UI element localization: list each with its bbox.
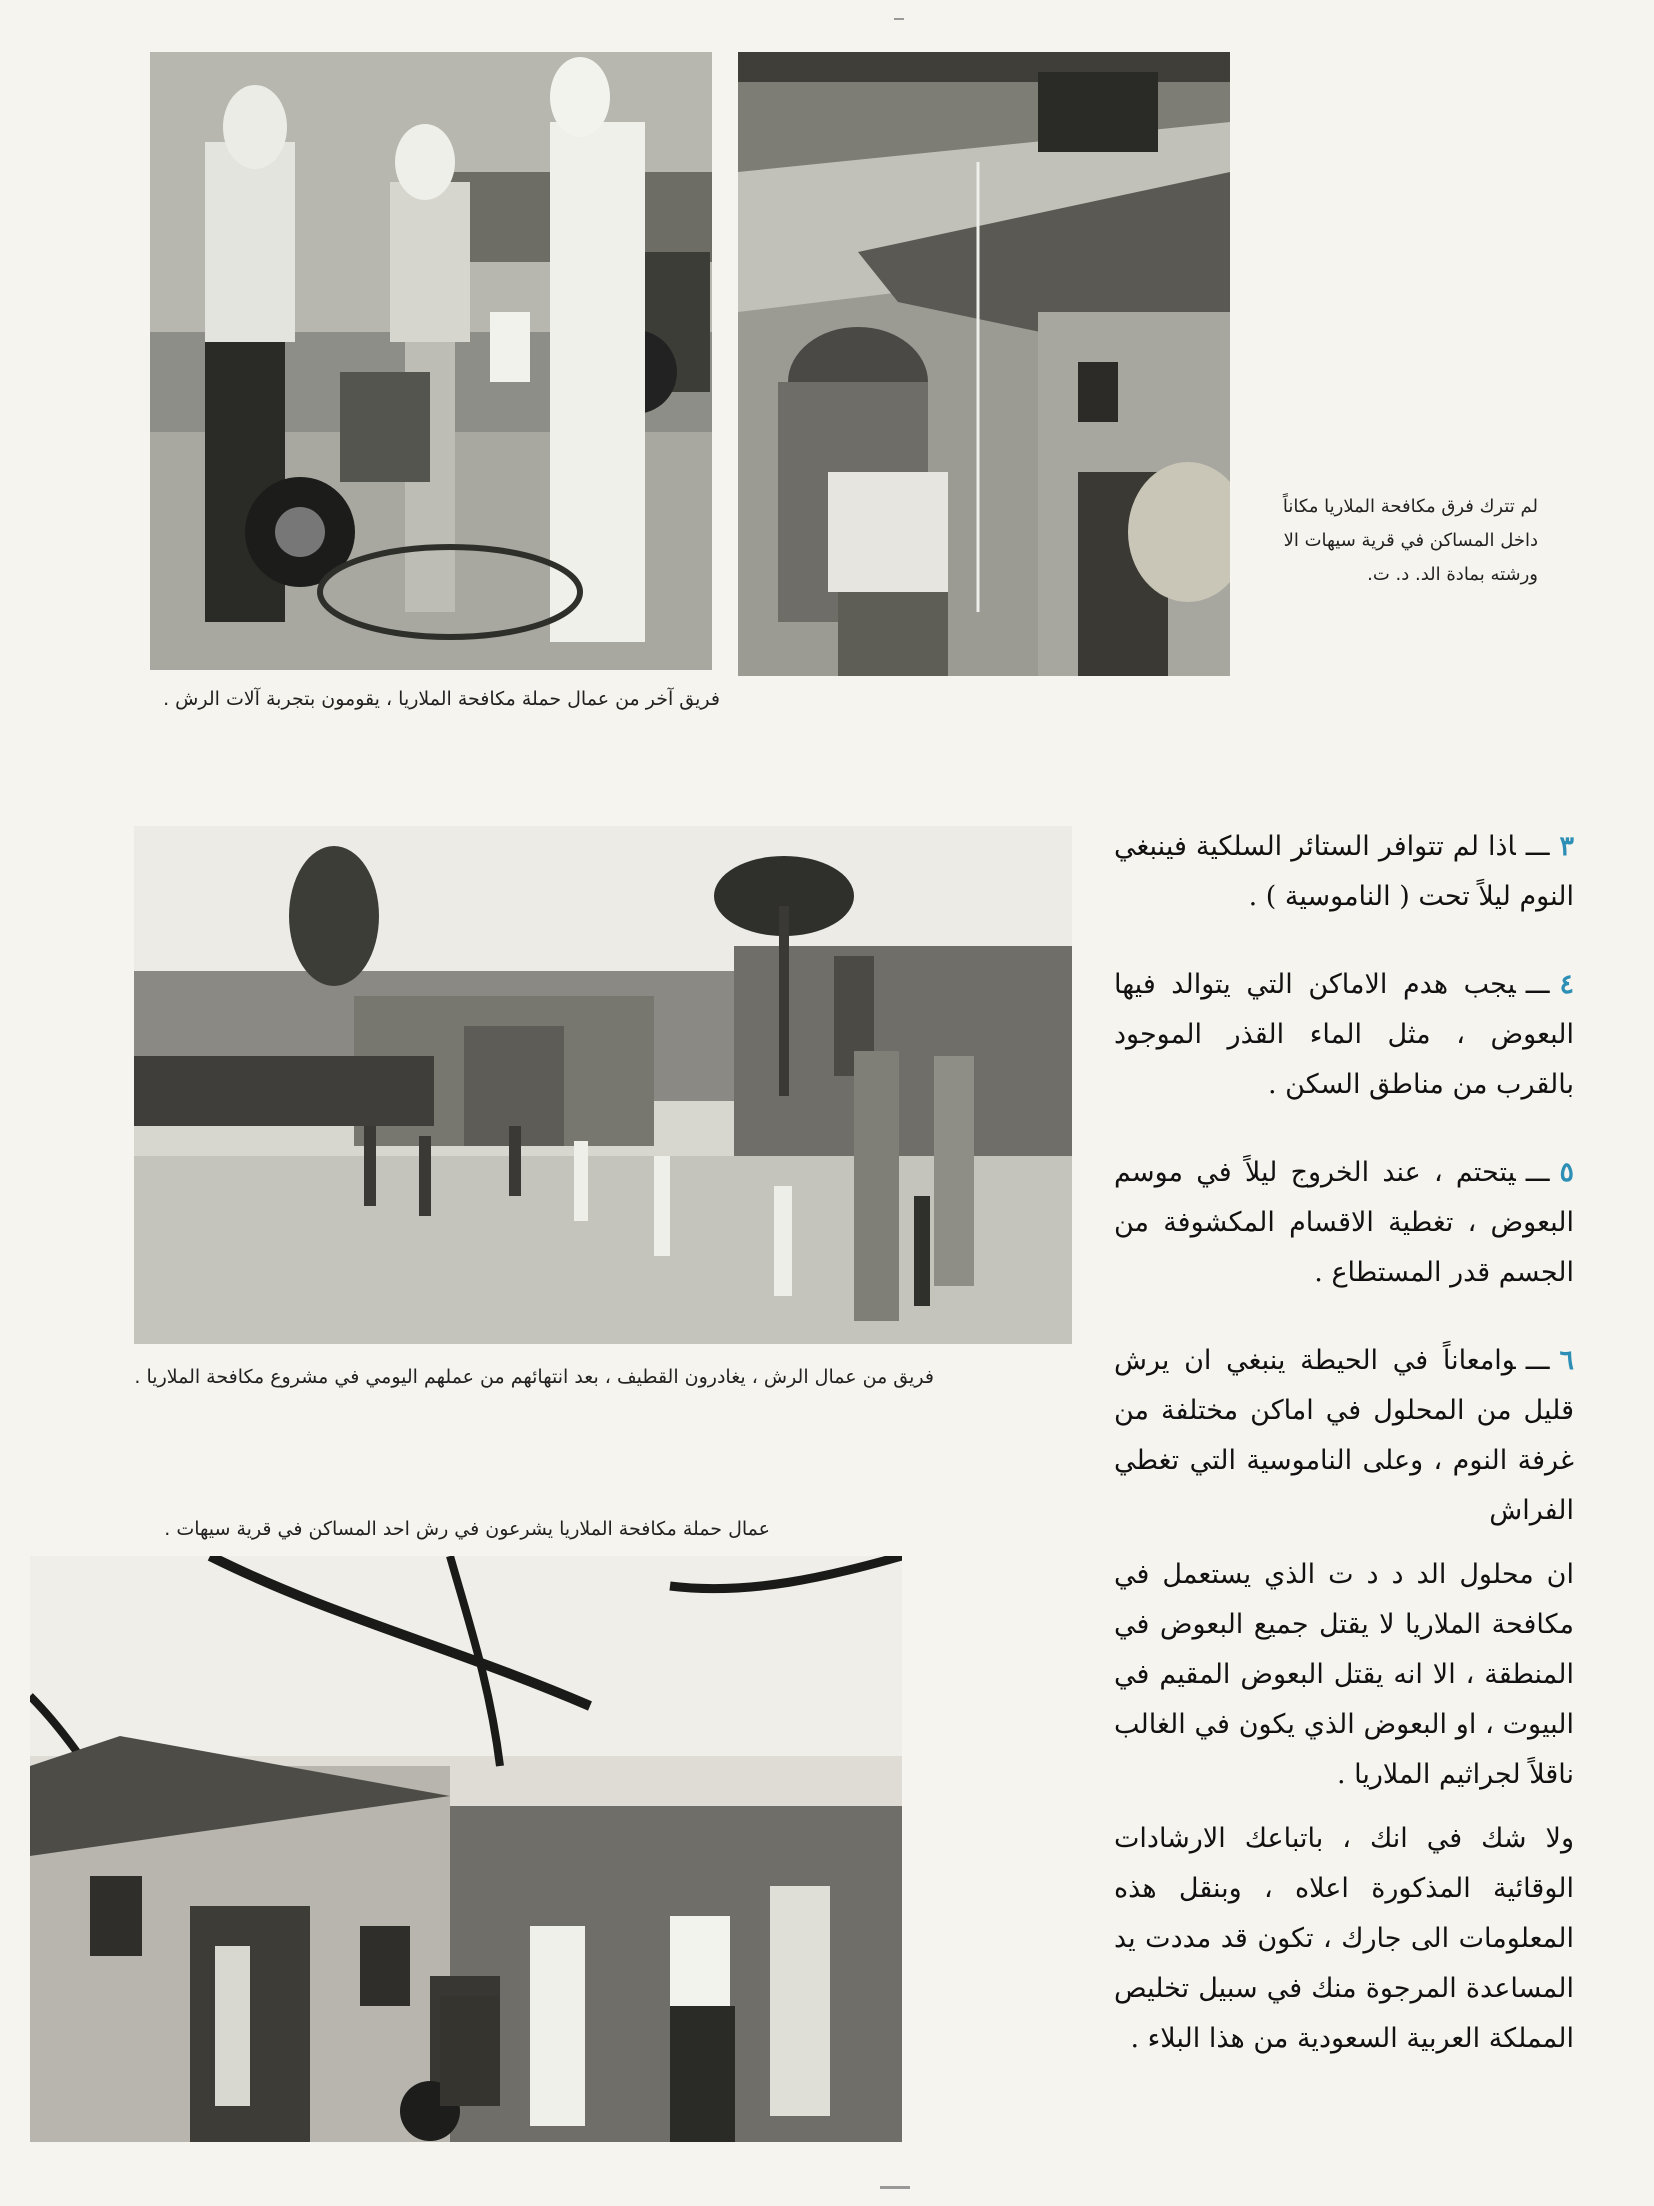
- photo-4-image: [30, 1556, 902, 2142]
- instruction-item-5: [1114, 1148, 1574, 1298]
- caption-photo-2: لم تترك فرق مكافحة الملاريا مكاناً داخل المساكن في قرية سيهات الا ورشته بمادة الد. د. ت.: [1282, 496, 1538, 585]
- instruction-item-3: [1114, 822, 1574, 922]
- item-number: ٤: [1559, 969, 1574, 1000]
- item-number: ٣: [1559, 831, 1574, 862]
- instruction-item-4: [1114, 960, 1574, 1110]
- instructions-column: [1114, 822, 1574, 2102]
- item-text: يتحتم ، عند الخروج ليلاً في موسم البعوض ، تغطية الاقسام المكشوفة من الجسم قدر المستطاع .: [1114, 1157, 1574, 1288]
- photo-spraying-dwelling-saihat: [30, 1556, 902, 2142]
- item-dash: ـــ: [1525, 1345, 1550, 1376]
- caption-photo-1: فريق آخر من عمال حملة مكافحة الملاريا ، يقومون بتجربة آلات الرش .: [163, 688, 720, 710]
- top-tick-mark: [894, 18, 904, 20]
- item-text: وامعاناً في الحيطة ينبغي ان يرش قليل من المحلول في اماكن مختلفة من غرفة النوم ، وعلى الناموسية التي تغطي الفراش: [1114, 1345, 1574, 1526]
- photo-1-image: [150, 52, 712, 670]
- item-number: ٥: [1559, 1157, 1574, 1188]
- item-text: اذا لم تتوافر الستائر السلكية فينبغي النوم ليلاً تحت ( الناموسية ) .: [1114, 831, 1574, 912]
- photo-workers-testing-sprayers: [150, 52, 712, 670]
- photo-spraying-inside-dwellings: [738, 52, 1230, 676]
- item-number: ٦: [1559, 1345, 1574, 1376]
- item-text: يجب هدم الاماكن التي يتوالد فيها البعوض ، مثل الماء القذر الموجود بالقرب من مناطق السكن .: [1114, 969, 1574, 1100]
- photo-3-image: [134, 826, 1072, 1344]
- ddt-paragraph: ان محلول الد د د ت الذي يستعمل في مكافحة الملاريا لا يقتل جميع البعوض في المنطقة ، الا انه يقتل البعوض المقيم في البيوت ، او البعوض الذي يكون في الغالب ناقلاً لجراثيم الملاريا .: [1114, 1559, 1574, 1790]
- instruction-item-6: [1114, 1336, 1574, 1536]
- caption-photo-3: فريق من عمال الرش ، يغادرون القطيف ، بعد انتهائهم من عملهم اليومي في مشروع مكافحة الملاريا .: [134, 1366, 934, 1388]
- item-dash: ـــ: [1525, 1157, 1550, 1188]
- item-dash: ـــ: [1525, 831, 1550, 862]
- item-dash: ـــ: [1525, 969, 1550, 1000]
- bottom-tick-mark: [880, 2186, 910, 2189]
- closing-paragraph: ولا شك في انك ، باتباعك الارشادات الوقائية المذكورة اعلاه ، وبنقل هذه المعلومات الى جارك ، تكون قد مددت يد المساعدة المرجوة منك في سبيل تخليص المملكة العربية السعودية من هذا البلاء .: [1114, 1823, 1574, 2054]
- photo-workers-leaving-qatif: [134, 826, 1072, 1344]
- caption-photo-4: عمال حملة مكافحة الملاريا يشرعون في رش احد المساكن في قرية سيهات .: [164, 1518, 770, 1540]
- photo-2-image: [738, 52, 1230, 676]
